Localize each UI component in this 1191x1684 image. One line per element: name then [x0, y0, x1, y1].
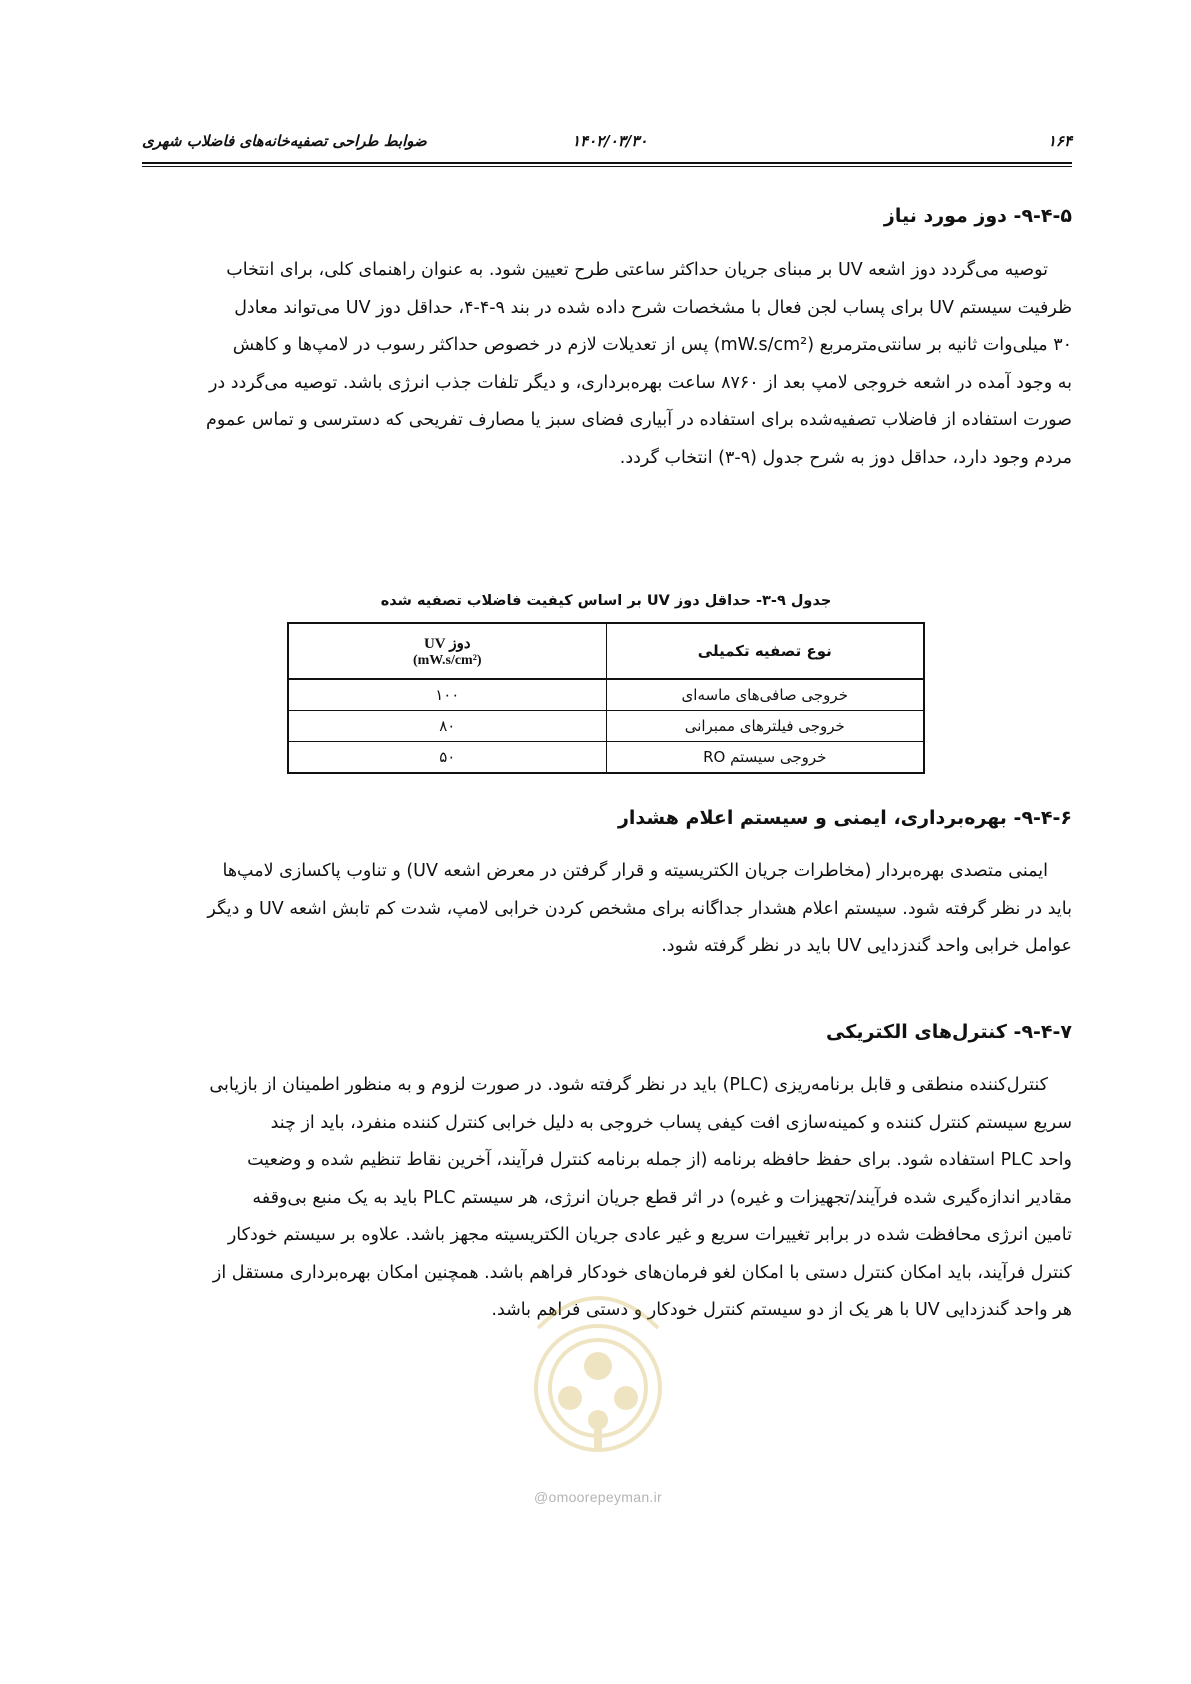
table-header-row	[288, 623, 924, 679]
paragraph-line: تامین انرژی محافظت شده در برابر تغییرات سریع و غیر عادی جریان الکتریسیته مجهز باشد. علاوه بر سیستم خودکار	[227, 1225, 1072, 1245]
section-heading-dose: ۹-۴-۵- دوز مورد نیاز	[883, 205, 1072, 227]
paragraph-line: سریع سیستم کنترل کننده و کمینه‌سازی افت کیفی پساب خروجی به دلیل خرابی کنترل کننده منفرد، باید از چند	[270, 1112, 1072, 1133]
paragraph-line: عوامل خرابی واحد گندزدایی UV باید در نظر گرفته شود.	[661, 936, 1072, 956]
paragraph-line: ۳۰ میلی‌وات ثانیه بر سانتی‌مترمربع (mW.s/cm²) پس از تعدیلات لازم در خصوص حداکثر رسوب در لامپ‌ها و کاهش	[232, 335, 1072, 355]
treatment-type-cell: خروجی سیستم RO	[606, 742, 924, 774]
column-header-treatment-type: نوع تصفیه تکمیلی	[606, 623, 924, 679]
treatment-type-cell: خروجی صافی‌های ماسه‌ای	[606, 679, 924, 711]
table-caption: جدول ۹-۳- حداقل دوز UV بر اساس کیفیت فاضلاب تصفیه شده	[380, 593, 832, 609]
dose-unit: (mW.s/cm²)	[412, 652, 482, 668]
header-rule-thin	[142, 166, 1072, 167]
paragraph-line: هر واحد گندزدایی UV با هر یک از دو سیستم کنترل خودکار و دستی فراهم باشد.	[491, 1300, 1072, 1320]
dose-cell: ۸۰	[288, 711, 606, 742]
page-number: ۱۶۴	[1047, 132, 1072, 150]
treatment-type-cell: خروجی فیلترهای ممبرانی	[606, 711, 924, 742]
paragraph-line: ظرفیت سیستم UV برای پساب لجن فعال با مشخصات شرح داده شده در بند ۹-۴-۴، حداقل دوز UV می‌تواند معادل	[234, 297, 1072, 318]
uv-dose-table	[287, 622, 925, 774]
header-rule	[142, 162, 1072, 164]
watermark-seal-icon	[498, 1268, 698, 1468]
paragraph-line: مردم وجود دارد، حداقل دوز به شرح جدول (۹-۳) انتخاب گردد.	[619, 447, 1072, 468]
paragraph-line: کنترل فرآیند، باید امکان کنترل دستی با امکان لغو فرمان‌های خودکار فراهم باشد. همچنین امکان بهره‌برداری مستقل از	[212, 1262, 1072, 1283]
header-date: ۱۴۰۲/۰۳/۳۰	[572, 132, 648, 150]
table-row	[288, 742, 924, 774]
paragraph-line: ایمنی متصدی بهره‌بردار (مخاطرات جریان الکتریسیته و قرار گرفتن در معرض اشعه UV) و تناوب پاکسازی لامپ‌ها	[222, 861, 1048, 881]
dose-cell: ۱۰۰	[288, 679, 606, 711]
paragraph-operation-safety	[142, 853, 1072, 966]
paragraph-line: مقادیر اندازه‌گیری شده فرآیند/تجهیزات و غیره) در اثر قطع جریان انرژی، هر سیستم PLC باید به یک منبع بی‌وقفه	[252, 1187, 1072, 1208]
paragraph-line: صورت استفاده از فاضلاب تصفیه‌شده برای استفاده در آبیاری فضای سبز یا مصارف تفریحی که دسترسی و تماس عموم	[206, 410, 1072, 430]
table-row	[288, 679, 924, 711]
section-heading-operation-safety: ۹-۴-۶- بهره‌برداری، ایمنی و سیستم اعلام هشدار	[617, 807, 1072, 829]
table-row	[288, 711, 924, 742]
paragraph-line: توصیه می‌گردد دوز اشعه UV بر مبنای جریان حداکثر ساعتی طرح تعیین شود. به عنوان راهنمای کلی، برای انتخاب	[226, 260, 1048, 280]
page-header	[142, 128, 1072, 158]
paragraph-line: به وجود آمده در اشعه خروجی لامپ بعد از ۸۷۶۰ ساعت بهره‌برداری، و دیگر تلفات جذب انرژی باشد. توصیه می‌گردد در	[208, 372, 1072, 393]
section-heading-electrical-controls: ۹-۴-۷- کنترل‌های الکتریکی	[826, 1021, 1072, 1043]
paragraph-dose	[142, 252, 1072, 477]
paragraph-line: کنترل‌کننده منطقی و قابل برنامه‌ریزی (PLC) باید در نظر گرفته شود. در صورت لزوم و به منظور اطمینان از بازیابی	[209, 1075, 1048, 1095]
dose-label: دوز UV	[423, 635, 471, 652]
watermark-text: @omoorepeyman.ir	[534, 1489, 662, 1505]
paragraph-line: واحد PLC استفاده شود. برای حفظ حافظه برنامه (از جمله برنامه کنترل فرآیند، آخرین نقاط تنظیم شده و وضعیت	[247, 1150, 1072, 1170]
dose-cell: ۵۰	[288, 742, 606, 774]
header-title: ضوابط طراحی تصفیه‌خانه‌های فاضلاب شهری	[142, 132, 427, 150]
column-header-dose	[288, 623, 606, 679]
paragraph-line: باید در نظر گرفته شود. سیستم اعلام هشدار جداگانه برای مشخص کردن خرابی لامپ، شدت کم تابش اشعه UV و دیگر	[207, 898, 1072, 919]
